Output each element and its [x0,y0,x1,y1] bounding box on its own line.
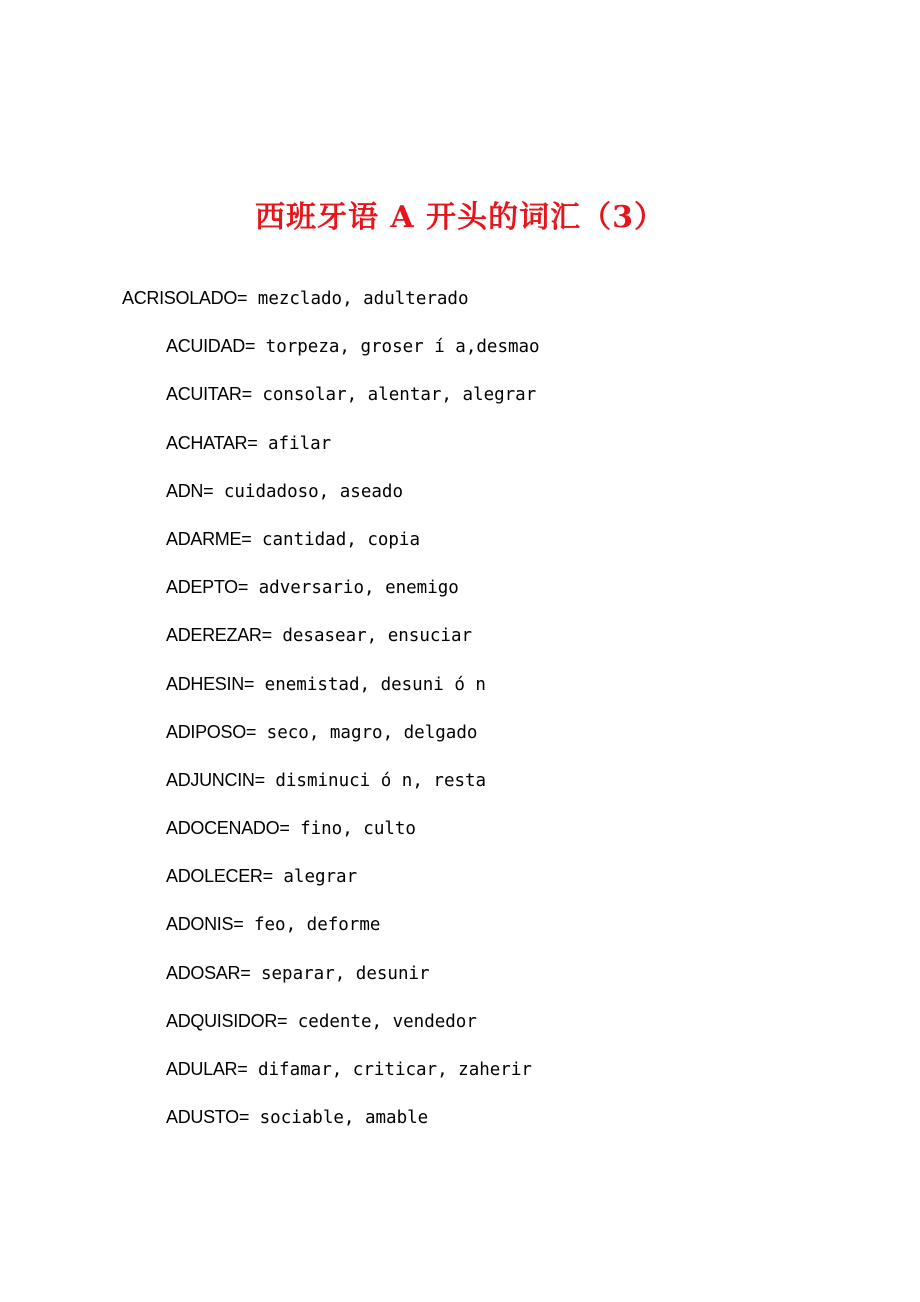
entry-definition: disminuci ó n, resta [264,770,487,791]
vocabulary-list [0,276,920,1143]
entry-definition: sociable, amable [249,1108,429,1129]
vocabulary-entry [0,1095,920,1143]
vocabulary-entry [0,565,920,613]
entry-definition: separar, desunir [250,963,430,984]
vocabulary-entry [0,999,920,1047]
vocabulary-entry [0,951,920,999]
vocabulary-entry [0,710,920,758]
vocabulary-entry [0,902,920,950]
vocabulary-entry [0,276,920,324]
entry-definition: seco, magro, delgado [256,722,478,743]
entry-term: ADOCENADO= [166,818,290,839]
entry-term: ADIPOSO= [166,721,257,742]
vocabulary-entry [0,517,920,565]
entry-term: ADJUNCIN= [166,769,265,790]
entry-definition: cantidad, copia [251,529,420,550]
entry-definition: adversario, enemigo [248,578,459,599]
entry-term: ACHATAR= [166,432,258,453]
entry-definition: consolar, alentar, alegrar [251,385,537,406]
entry-term: ADOLECER= [166,866,273,887]
vocabulary-entry [0,758,920,806]
entry-term: ADONIS= [166,914,244,935]
entry-term: ADARME= [166,528,252,549]
vocabulary-entry [0,372,920,420]
vocabulary-entry [0,469,920,517]
entry-term: ADUSTO= [166,1107,250,1128]
entry-definition: mezclado, adulterado [247,289,469,309]
entry-term: ADEPTO= [166,577,249,598]
entry-definition: cedente, vendedor [287,1011,477,1032]
document-title: 西班牙语 A 开头的词汇（3） [254,200,666,235]
vocabulary-entry [0,1047,920,1095]
entry-term: ADULAR= [166,1059,248,1079]
entry-definition: afilar [257,433,332,454]
vocabulary-entry [0,613,920,661]
vocabulary-entry [0,324,920,372]
entry-term: ADQUISIDOR= [166,1010,288,1031]
entry-definition: enemistad, desuni ó n [254,674,486,695]
vocabulary-entry [0,662,920,710]
entry-term: ADEREZAR= [166,625,272,646]
entry-term: ACUITAR= [166,384,252,405]
entry-definition: difamar, criticar, zaherir [247,1060,532,1080]
vocabulary-entry [0,806,920,854]
entry-definition: alegrar [272,867,358,888]
entry-term: ACRISOLADO= [122,288,248,308]
entry-definition: torpeza, groser í a,desmao [255,337,540,358]
entry-term: ACUIDAD= [166,336,256,357]
entry-definition: desasear, ensuciar [271,626,473,647]
entry-term: ADHESIN= [166,673,255,694]
entry-definition: cuidadoso, aseado [213,481,403,502]
entry-term: ADOSAR= [166,962,251,983]
vocabulary-entry [0,854,920,902]
entry-definition: fino, culto [289,819,416,840]
entry-term: ADN= [166,480,214,501]
entry-definition: feo, deforme [243,915,381,936]
vocabulary-entry [0,421,920,469]
